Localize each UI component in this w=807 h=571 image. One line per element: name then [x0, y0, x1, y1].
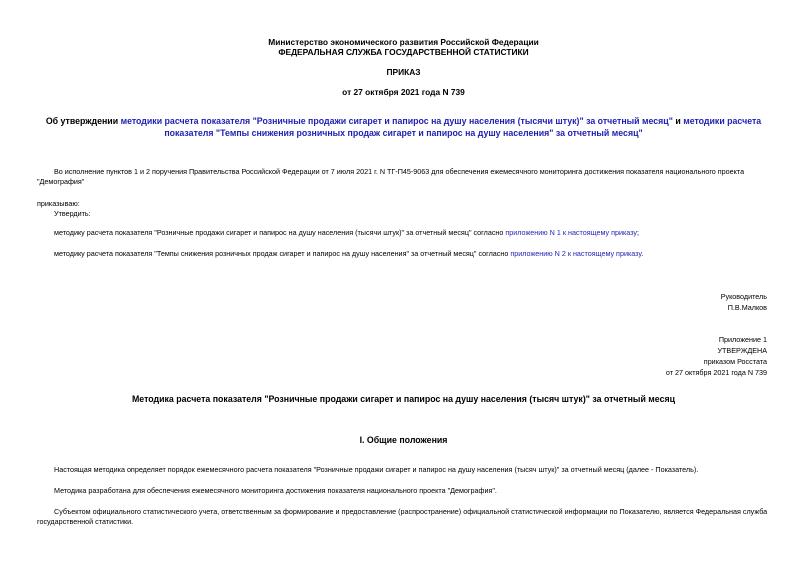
doc-date: от 27 октября 2021 года N 739: [342, 87, 465, 97]
intro-paragraph-line2: "Демография": [37, 177, 85, 186]
method-title: Методика расчета показателя "Розничные продажи сигарет и папирос на душу населения (тысяч штук)" за отчетный месяц: [131, 394, 676, 404]
intro-paragraph-line1: Во исполнение пунктов 1 и 2 поручения Правительства Российской Федерации от 7 июля 2021 г. N ТГ-П45-9063 для обеспечения ежемесячного мониторинга достижения показателя национального проекта: [54, 167, 745, 176]
appendix-1-link[interactable]: приложению N 1 к настоящему приказу: [505, 228, 638, 237]
title-middle: и: [672, 116, 684, 126]
signature-name: П.В.Малков: [727, 303, 767, 312]
appendix-number: Приложение 1: [718, 335, 767, 344]
method-paragraph-1: Настоящая методика определяет порядок ежемесячного расчета показателя "Розничные продажи сигарет и папирос на душу населения (тысяч штук)" за отчетный месяц (далее - Показатель).: [54, 465, 699, 474]
approval-item-2-end: .: [641, 249, 644, 258]
appendix-2-link[interactable]: приложению N 2 к настоящему приказу: [510, 249, 642, 258]
title-link-method2-part2[interactable]: показателя "Темпы снижения розничных продаж сигарет и папирос на душу населения" за отчетный месяц": [164, 128, 643, 138]
method-paragraph-2: Методика разработана для обеспечения ежемесячного мониторинга достижения показателя национального проекта "Демография".: [54, 486, 497, 495]
approval-item-1: [54, 228, 639, 238]
approval-item-1-text: методику расчета показателя "Розничные продажи сигарет и папирос на душу населения (тысячи штук)" за отчетный месяц" согласно: [54, 228, 506, 237]
doc-title: [0, 115, 807, 139]
doc-title-line1: [0, 115, 807, 127]
appendix-approved: УТВЕРЖДЕНА: [717, 346, 767, 355]
approve-word: Утвердить:: [54, 209, 91, 218]
appendix-date: от 27 октября 2021 года N 739: [665, 368, 767, 377]
method-paragraph-3-line2: государственной статистики.: [37, 517, 134, 526]
appendix-by-order: приказом Росстата: [703, 357, 767, 366]
title-link-method2-part1[interactable]: методики расчета: [683, 116, 762, 126]
doc-title-line2: [0, 127, 807, 139]
method-paragraph-3-line1: Субъектом официального статистического учета, ответственным за формирование и предоставление (распространение) официальной статистической информации по Показателю, является Федеральная служба: [54, 507, 768, 516]
title-link-method1[interactable]: методики расчета показателя "Розничные продажи сигарет и папирос на душу населения (тысячи штук)" за отчетный месяц": [120, 116, 673, 126]
approval-item-2-text: методику расчета показателя "Темпы снижения розничных продаж сигарет и папирос на душу населения" за отчетный месяц" согласно: [54, 249, 511, 258]
signature-position: Руководитель: [720, 292, 767, 301]
title-prefix: Об утверждении: [45, 116, 121, 126]
doc-type: ПРИКАЗ: [386, 67, 421, 77]
ministry-name: Министерство экономического развития Российской Федерации: [268, 37, 539, 47]
approval-item-2: [54, 249, 643, 259]
order-word: приказываю:: [37, 199, 80, 208]
service-name: ФЕДЕРАЛЬНАЯ СЛУЖБА ГОСУДАРСТВЕННОЙ СТАТИСТИКИ: [278, 47, 529, 57]
approval-item-1-end: ;: [637, 228, 640, 237]
section-heading-general: I. Общие положения: [359, 435, 448, 445]
